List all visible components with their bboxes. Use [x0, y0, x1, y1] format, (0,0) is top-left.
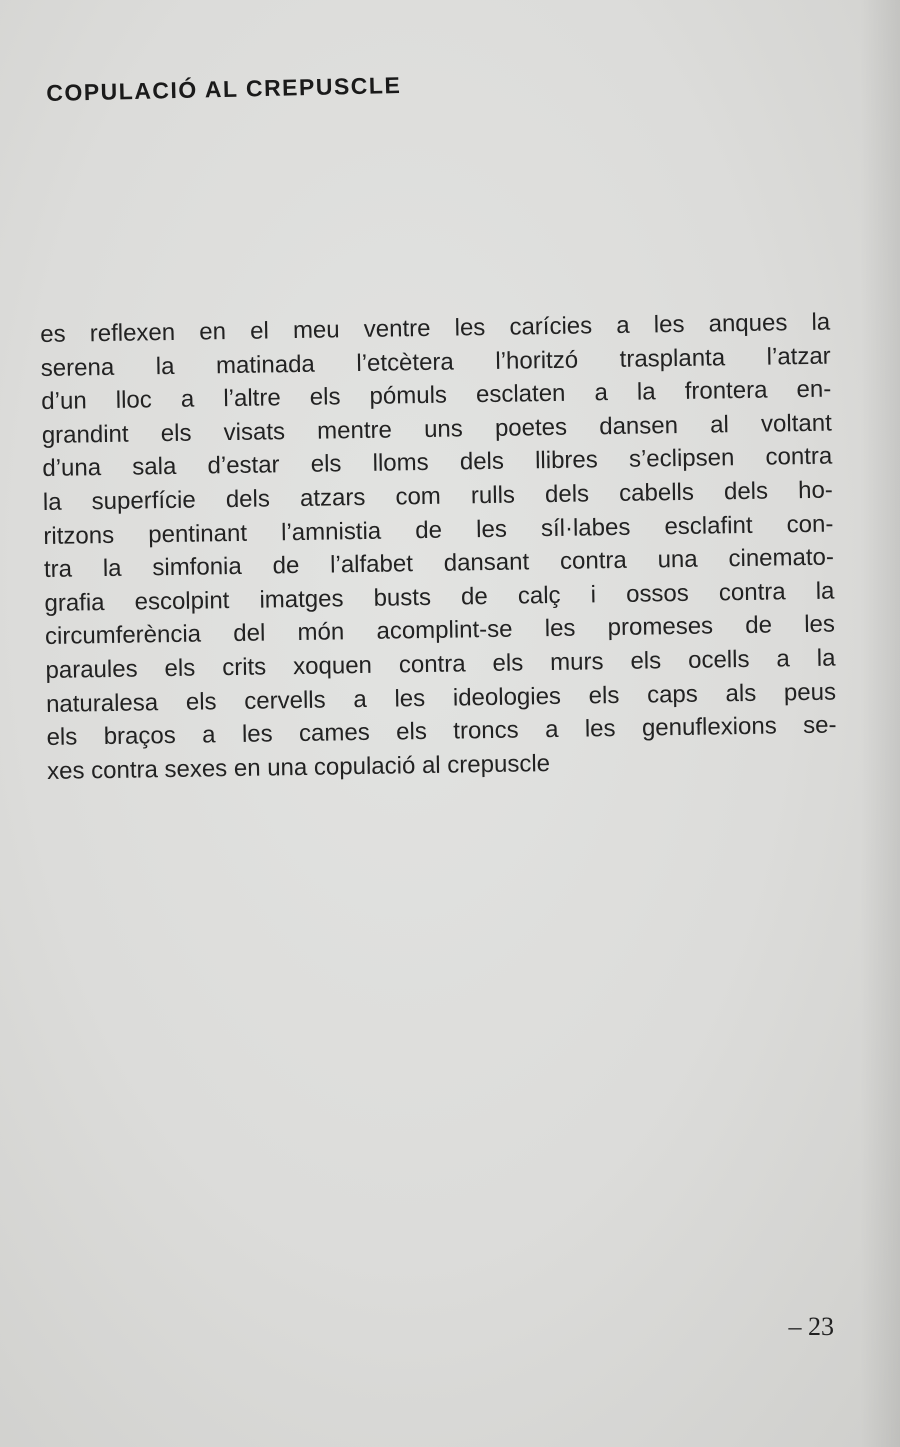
poem-line: es reflexen en el meu ventre les carícies a les anques la — [40, 308, 831, 348]
poem-line: naturalesa els cervells a les ideologies els caps als peus — [45, 678, 837, 718]
poem-body — [40, 305, 847, 788]
poem-line: paraules els crits xoquen contra els murs els ocells a la — [45, 644, 836, 684]
poem-line: d’una sala d’estar els lloms dels llibres s’eclipsen contra — [42, 442, 833, 483]
poem-line: tra la simfonia de l’alfabet dansant contra una cinemato- — [43, 543, 835, 584]
poem-line: ritzons pentinant l’amnistia de les síl·labes esclafint con- — [43, 510, 834, 550]
poem-line: grandint els visats mentre uns poetes dansen al voltant — [41, 409, 832, 449]
poem-line: circumferència del món acomplint-se les promeses de les — [44, 610, 836, 651]
poem-line: xes contra sexes en una copulació al crepuscle — [46, 749, 551, 785]
poem-line: serena la matinada l’etcètera l’horitzó trasplanta l’atzar — [40, 342, 831, 382]
poem-line: grafia escolpint imatges busts de calç i ossos contra la — [44, 577, 835, 617]
poem-title: COPULACIÓ AL CREPUSCLE — [46, 71, 402, 106]
poem-line: la superfície dels atzars com rulls dels cabells dels ho- — [42, 476, 834, 516]
poem-line: d’un lloc a l’altre els pómuls esclaten a la frontera en- — [41, 375, 832, 416]
page-number: – 23 — [788, 1312, 834, 1341]
poem-line: els braços a les cames els troncs a les genuflexions se- — [46, 711, 837, 752]
